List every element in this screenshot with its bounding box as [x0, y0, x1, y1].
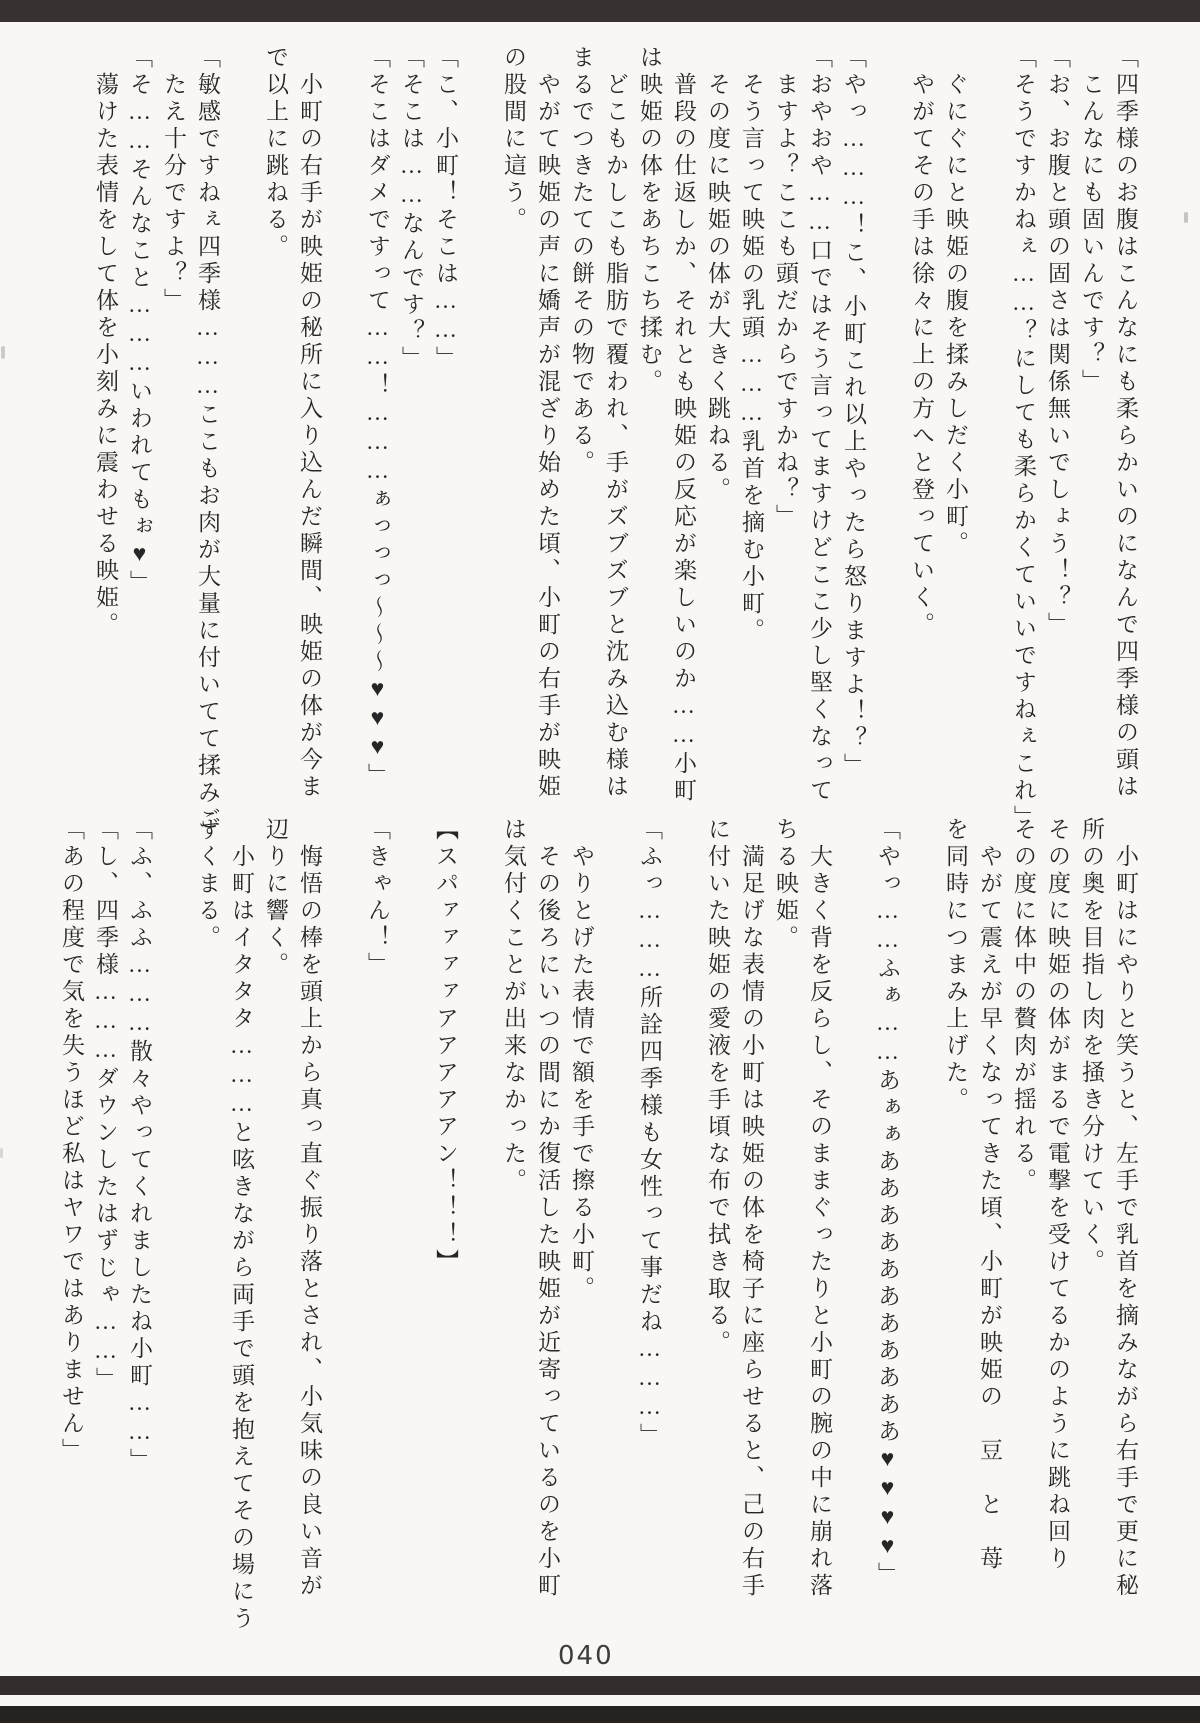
text-column: 「おやおや……口ではそう言ってますけどここ少し堅くなって — [807, 45, 832, 805]
text-column: の股間に這う。 — [501, 45, 526, 234]
blank-column — [224, 45, 258, 837]
bottom-edge-bar-outer — [0, 1706, 1200, 1723]
text-column: 「敏感ですねぇ四季様………ここもお肉が大量に付いてて揉みご — [195, 45, 220, 834]
top-edge-bar — [0, 0, 1200, 22]
text-column: その度に映姫の体が大きく跳ねる。 — [705, 45, 730, 504]
text-column: は気付くことが出来なかった。 — [501, 817, 526, 1195]
text-column: 「し、四季様………ダウンしたはずじゃ……」 — [93, 817, 118, 1394]
text-column: 辺りに響く。 — [263, 817, 288, 979]
text-column: その度に体中の贅肉が揺れる。 — [1011, 817, 1036, 1195]
text-column: 悔悟の棒を頭上から真っ直ぐ振り落とされ、小気味の良い音が — [297, 817, 322, 1600]
blank-column — [904, 817, 938, 1619]
text-column: 「そうですかねぇ……？にしても柔らかくていいですねぇこれ」 — [1011, 45, 1036, 832]
blank-column — [156, 817, 190, 1619]
text-column: どこもかしこも脂肪で覆われ、手がズブズブと沈み込む様は — [603, 45, 628, 801]
bottom-edge-bar-inner — [0, 1676, 1200, 1695]
text-column: そう言って映姫の乳頭………乳首を摘む小町。 — [739, 45, 764, 645]
scan-speck — [1, 346, 5, 359]
blank-column — [870, 45, 904, 837]
text-column: に付いた映姫の愛液を手頃な布で拭き取る。 — [705, 817, 730, 1357]
blank-column — [326, 45, 360, 837]
text-column: やがて震えが早くなってきた頃、小町が映姫の 豆 と 苺 — [977, 817, 1002, 1573]
text-column: その後ろにいつの間にか復活した映姫が近寄っているのを小町 — [535, 817, 560, 1600]
text-column: ちる映姫。 — [773, 817, 798, 952]
text-column: 「こ、小町！そこは……」 — [433, 45, 458, 373]
blank-column — [666, 817, 700, 1619]
text-column: 「あの程度で気を失うほど私はヤワではありません」 — [59, 817, 84, 1465]
text-column: 「きゃん！」 — [365, 817, 390, 979]
text-column: たえ十分ですよ？」 — [161, 45, 186, 315]
text-column: 所の奥を目指し肉を掻き分けていく。 — [1079, 817, 1104, 1276]
text-column: まるでつきたての餅その物である。 — [569, 45, 594, 477]
text-column: やがて映姫の声に嬌声が混ざり始めた頃、小町の右手が映姫 — [535, 45, 560, 801]
blank-column — [972, 45, 1006, 837]
blank-column — [598, 817, 632, 1619]
text-column: 「四季様のお腹はこんなにも柔らかいのになんで四季様の頭は — [1113, 45, 1138, 801]
text-column: 普段の仕返しか、それとも映姫の反応が楽しいのか……小町 — [671, 45, 696, 805]
text-column: こんなにも固いんです？」 — [1079, 45, 1104, 396]
text-column: 「ふっ………所詮四季様も女性って事だね………」 — [637, 817, 662, 1450]
text-column: 「やっ………！こ、小町これ以上やったら怒りますよ！？」 — [841, 45, 866, 780]
text-column: ますよ？ここも頭だからですかね？」 — [773, 45, 798, 531]
text-column: 小町はイタタタ………と呟きながら両手で頭を抱えてその場にう — [229, 817, 254, 1633]
blank-column — [394, 817, 428, 1619]
upper-text-block — [88, 45, 1142, 837]
text-column: その度に映姫の体がまるで電撃を受けてるかのように跳ね回り — [1045, 817, 1070, 1573]
text-column: 小町はにやりと笑うと、左手で乳首を摘みながら右手で更に秘 — [1113, 817, 1138, 1600]
page-number: 040 — [558, 1641, 614, 1671]
text-column: 蕩けた表情をして体を小刻みに震わせる映姫。 — [93, 45, 118, 639]
text-column: やがてその手は徐々に上の方へと登っていく。 — [909, 45, 934, 639]
blank-column — [326, 817, 360, 1619]
text-column: で以上に跳ねる。 — [263, 45, 288, 261]
text-column: 「そこは……なんです？」 — [399, 45, 424, 373]
text-column: 「ふ、ふふ………散々やってくれましたね小町……」 — [127, 817, 152, 1475]
text-column: 「そ……そんなこと………いわれてもぉ♥」 — [127, 45, 152, 597]
text-column: 【スパァァァァアアアアアン！！！】 — [433, 817, 458, 1276]
text-column: 小町の右手が映姫の秘所に入り込んだ瞬間、映姫の体が今ま — [297, 45, 322, 801]
text-column: ずくまる。 — [195, 817, 220, 952]
text-column: 「やっ……ふぁ……あぁぁあああああああああああ♥♥♥♥」 — [875, 817, 900, 1589]
text-column: を同時につまみ上げた。 — [943, 817, 968, 1114]
scan-speck — [1184, 212, 1188, 223]
text-column: 満足げな表情の小町は映姫の体を椅子に座らせると、己の右手 — [739, 817, 764, 1600]
blank-column — [462, 817, 496, 1619]
blank-column — [462, 45, 496, 837]
text-column: 「お、お腹と頭の固さは関係無いでしょう！？」 — [1045, 45, 1070, 639]
text-column: 「そこはダメですって……！………ぁっっっ〜〜〜♥♥♥」 — [365, 45, 390, 790]
text-column: ぐにぐにと映姫の腹を揉みしだく小町。 — [943, 45, 968, 558]
text-column: 大きく背を反らし、そのままぐったりと小町の腕の中に崩れ落 — [807, 817, 832, 1600]
scan-speck — [0, 1148, 3, 1158]
text-column: は映姫の体をあちこち揉む。 — [637, 45, 662, 396]
text-column: やりとげた表情で額を手で擦る小町。 — [569, 817, 594, 1303]
lower-text-block — [54, 817, 1142, 1633]
blank-column — [836, 817, 870, 1619]
